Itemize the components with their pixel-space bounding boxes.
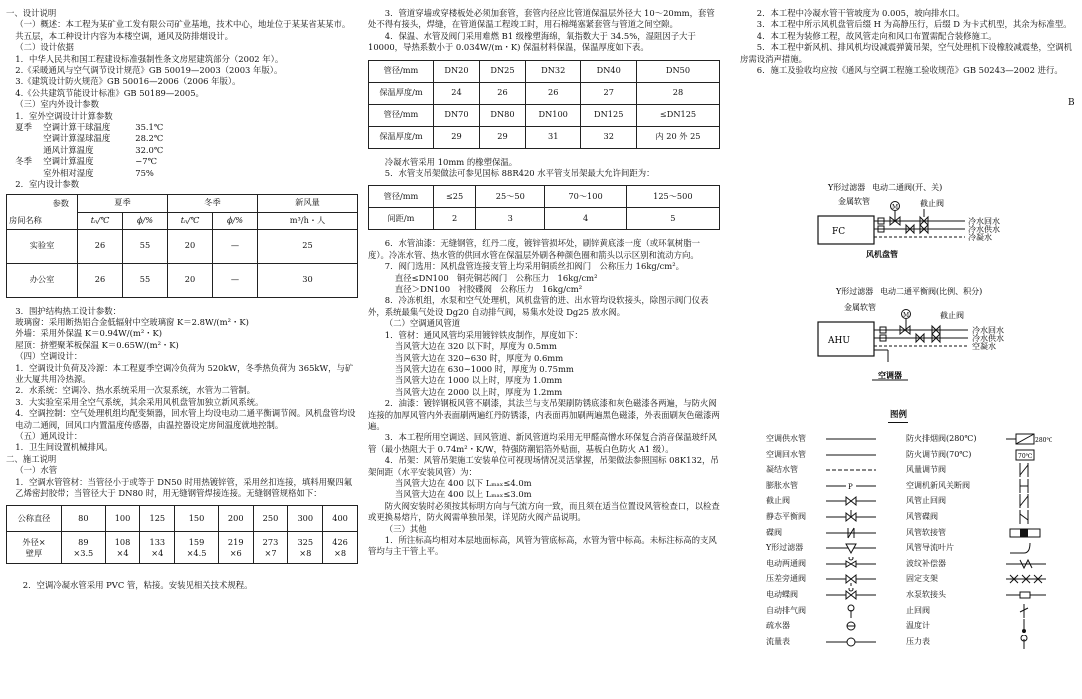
text-line: 1．管材：通风风管均采用镀锌铁皮制作，厚度如下： — [384, 329, 583, 340]
legend-label: 自动排气阀 — [766, 605, 806, 615]
legend-label: 固定支架 — [906, 574, 938, 584]
text-line: 2.《采暖通风与空气调节设计规范》GB 50019—2003（2003 年版）。 — [15, 65, 283, 76]
legend-item — [766, 463, 880, 477]
text-line: 1．空调设计负荷及冷源：本工程夏季空调冷负荷为 520kW，冬季热负荷为 365kW，与矿业大厦共用冷热源。 — [15, 362, 354, 384]
table-cell: 实验室 — [7, 229, 78, 263]
fan-coil-diagram — [740, 180, 1076, 420]
legend-item — [906, 432, 1052, 446]
text-line: （三）室内外设计参数 — [15, 99, 99, 110]
text-line: 防火阀安装时必须按其标明方向与气流方向一致，而且须在适当位置设风管检查口，以检查或更换易熔片，防火阀需单独吊架，详见防火阀产品说明。 — [368, 500, 720, 523]
fc-label-valve: 电动二通阀(开、关) — [872, 183, 943, 192]
legend-item — [766, 557, 880, 571]
legend-symbol-icon — [1006, 619, 1052, 633]
table-cell: DN125 — [581, 104, 637, 126]
legend-symbol-icon — [1006, 432, 1052, 446]
legend-label: 截止阀 — [766, 496, 790, 506]
table-cell: 26 — [479, 82, 525, 104]
ahu-label-valve: 电动二通平衡阀(比例、积分) — [880, 287, 983, 296]
legend-label: 压差旁通阀 — [766, 574, 806, 584]
text-line: 2．油漆：镀锌钢板风管不刷漆，其法兰与支吊架刷防锈底漆和灰色磁漆各两遍，与防火阀连接的加厚风管内外表面刷两遍红丹防锈漆，内表面再加刷两遍黑色磁漆，外表面刷灰色磁漆两遍。 — [368, 398, 720, 431]
th-p1: ϕ/% — [123, 212, 168, 229]
table-cell: 20 — [168, 229, 213, 263]
legend-symbol-icon — [1006, 463, 1052, 477]
legend-symbol-icon — [826, 557, 880, 571]
th-t1: tₙ/℃ — [78, 212, 123, 229]
table-cell: 300 — [288, 506, 323, 532]
legend-symbol-icon — [826, 619, 880, 633]
text-line: 3．本工程所用空调送、回风管道、新风管道均采用无甲醛高憎水环保复合消音保温玻纤风管（最小热阻大于 0.74m²・K/W，特强防潮铝箔外贴面，基板白色防火 A1 级）。 — [368, 432, 717, 454]
column-2 — [368, 8, 720, 558]
legend-label: 风量调节阀 — [906, 465, 946, 475]
legend-symbol-icon — [1006, 510, 1052, 524]
text-line: （三）其他 — [384, 523, 427, 534]
legend-item — [766, 635, 880, 649]
legend-label: 空调回水管 — [766, 449, 806, 459]
fc-out-condensate: 冷凝水 — [968, 233, 992, 242]
table-cell: DN50 — [637, 60, 720, 82]
text-line: （一）水管 — [15, 465, 58, 476]
table-cell: DN80 — [479, 104, 525, 126]
th-p2: ϕ/% — [213, 212, 258, 229]
text-line: 当风管大边在 400 以上 Lₘₐₓ≤3.0m — [394, 489, 532, 500]
th-winter: 冬季 — [168, 194, 258, 212]
table-cell: 24 — [434, 82, 480, 104]
table-cell: 80 — [62, 506, 106, 532]
column-1 — [6, 8, 358, 592]
legend-item — [906, 463, 1052, 477]
legend-title: 图例 — [890, 410, 908, 420]
table-cell: 26 — [78, 263, 123, 297]
legend-item — [906, 526, 1052, 540]
legend-label: 碟阀 — [766, 527, 782, 537]
table-row — [369, 60, 720, 82]
support-span-table — [368, 185, 720, 230]
seamless-pipe-table — [6, 505, 358, 564]
text-line: （四）空调设计： — [15, 351, 83, 362]
legend-item — [906, 448, 1052, 462]
legend-symbol-icon — [826, 432, 880, 446]
legend-title-underline — [888, 422, 908, 423]
text-line: 冷凝水管采用 10mm 的橡塑保温。 — [384, 156, 518, 167]
table-cell: 办公室 — [7, 263, 78, 297]
fc-label-stop: 截止阀 — [920, 199, 944, 208]
outdoor-params — [6, 122, 358, 179]
legend-symbol-icon — [826, 572, 880, 586]
table-cell: — — [213, 229, 258, 263]
fc-out-supply: 冷水供水 — [968, 225, 1000, 234]
table-cell: DN20 — [434, 60, 480, 82]
table-cell: 273 ×7 — [253, 532, 288, 564]
legend-label: 电动两通阀 — [766, 558, 806, 568]
legend-symbol-icon — [1006, 494, 1052, 508]
table-cell: 55 — [123, 263, 168, 297]
table-cell: 133 ×4 — [140, 532, 175, 564]
table-header-cell: 保温厚度/m — [369, 126, 434, 148]
legend-label: 水泵软接头 — [906, 590, 946, 599]
table-cell: 27 — [581, 82, 637, 104]
text-line: 4．空调控制：空气处理机组均配变频器，回水管上均设电动二通平衡调节阀。风机盘管均设电动二通阀，回风口内置温度传感器，由温控器设定房间温度就地控制。 — [15, 408, 356, 430]
table-cell: 29 — [434, 126, 480, 148]
text-line: 当风管大边在 320~630 时，厚度为 0.6mm — [394, 352, 564, 363]
table-cell: ≤DN125 — [637, 104, 720, 126]
text-line: 当风管大边在 2000 以上时，厚度为 1.2mm — [394, 386, 563, 397]
table-cell: 219 ×6 — [218, 532, 253, 564]
table-cell: DN25 — [479, 60, 525, 82]
legend-item — [766, 526, 880, 540]
text-line: 直径≤DN100 铜壳铜芯阀门 公称压力 16kg/cm² — [394, 272, 598, 283]
legend-item — [906, 494, 1052, 508]
text-line: 直径＞DN100 衬胶碟阀 公称压力 16kg/cm² — [394, 284, 583, 295]
table-cell: 426 ×8 — [323, 532, 358, 564]
legend-item — [766, 510, 880, 524]
legend-label: 疏水器 — [766, 621, 790, 631]
text-line: （二）空调通风管道 — [384, 318, 461, 329]
legend-item — [766, 588, 880, 602]
th-room: 房间名称 — [7, 212, 78, 229]
legend-label: 止回阀 — [906, 605, 930, 615]
text-line: （五）通风设计： — [15, 430, 83, 441]
text-line: 二、施工说明 — [6, 453, 57, 464]
legend-item — [766, 494, 880, 508]
text-line: 7．阀门选用：风机盘管连接支管上均采用铜质丝扣阀门 公称压力 16kg/cm²。 — [384, 261, 684, 272]
fc-out-return: 冷水回水 — [968, 217, 1000, 226]
table-row — [7, 229, 358, 263]
table-cell: 3 — [476, 208, 545, 230]
outdoor-param-row: 空调计算湿球温度 28.2℃ — [43, 133, 164, 144]
legend-label: 防火调节阀(70℃) — [906, 449, 972, 459]
legend-label: 空调机新风关断阀 — [906, 480, 970, 490]
text-line: 4．吊架：风管吊架施工安装单位可视现场情况灵活掌握，吊架做法参照国标 08K132，吊架间距（水平安装风管）为： — [368, 455, 719, 477]
design-notes-body — [6, 306, 358, 500]
text-line: 3．管道穿墙或穿楼板处必须加套管，套管内径应比管道保温层外径大 10～20mm，套管处不得有接头，焊缝，在管道保温工程竣工时，用石棉绳塞紧套管与管道之间空隙。 — [368, 8, 715, 30]
legend-symbol-icon — [826, 494, 880, 508]
text-line: 当风管大边在 320 以下时，厚度为 0.5mm — [394, 341, 557, 352]
table-cell: 30 — [258, 263, 358, 297]
text-line: 1．空调水管管材：当管径小于或等于 DN50 时用热镀锌管，采用丝扣连接，填料用聚四氟乙烯密封胶带；当管径大于 DN80 时，用无缝钢管焊接连接。无缝钢管规格如下： — [15, 476, 353, 498]
ahu-label-hose: 金属软管 — [844, 303, 876, 312]
table-row — [369, 208, 720, 230]
text-line: 6．施工及验收均应按《通风与空调工程施工验收规范》GB 50243—2002 进行。 — [756, 65, 1063, 76]
text-line: 5．本工程中新风机、排风机均设减震弹簧吊架，空气处理机下设橡胶减震垫，空调机房需设消声措施。 — [740, 42, 1072, 64]
legend-label: 风管导流叶片 — [906, 543, 954, 553]
legend-label: 压力表 — [906, 636, 930, 646]
table-cell: DN40 — [581, 60, 637, 82]
legend-symbol-icon — [826, 463, 880, 477]
table-cell: — — [213, 263, 258, 297]
table-cell: 325 ×8 — [288, 532, 323, 564]
other-notes — [740, 8, 1076, 76]
table-cell: 28 — [637, 82, 720, 104]
legend-symbol-icon — [1006, 588, 1052, 602]
table-cell: 26 — [78, 229, 123, 263]
table-cell: 20 — [168, 263, 213, 297]
legend-item — [906, 619, 1052, 633]
legend-item — [906, 479, 1052, 493]
text-line: 当风管大边在 400 以下 Lₘₐₓ≤4.0m — [394, 477, 532, 488]
text-line: 玻璃窗：采用断热铝合金低辐射中空玻璃窗 K＝2.8W/(m²・K) — [15, 316, 249, 327]
legend-item — [906, 635, 1052, 649]
legend-label: 静态平衡阀 — [766, 512, 806, 521]
legend-symbol-icon — [1006, 526, 1052, 540]
table-header-cell: 管径/mm — [369, 60, 434, 82]
outdoor-param-row: 冬季 空调计算温度 −7℃ — [15, 156, 157, 167]
text-line: 1．中华人民共和国工程建设标准强制性条文房屋建筑部分（2002 年）。 — [15, 53, 284, 64]
legend-item — [766, 572, 880, 586]
text-line: 1．所注标高均相对本层地面标高，风管为管底标高，水管为管中标高。未标注标高的支风管均与主干管上平。 — [368, 535, 717, 557]
legend-symbol-icon — [826, 588, 880, 602]
th-summer: 夏季 — [78, 194, 168, 212]
th-outer-diameter: 外径× 壁厚 — [7, 532, 62, 564]
text-line: 1．室外空调设计计算参数 — [15, 110, 113, 121]
ahu-out-return: 冷水回水 — [972, 326, 1004, 335]
legend-symbol-icon — [826, 510, 880, 524]
ahu-label-y-filter: Y形过滤器 — [836, 287, 874, 296]
legend — [740, 432, 1076, 662]
legend-item — [766, 541, 880, 555]
text-line: 3．本工程中所示风机盘管后缀 H 为高静压行，后缀 D 为卡式机型，其余为标准型。 — [756, 19, 1072, 30]
design-notes-intro — [6, 8, 358, 122]
table-cell: ≤25 — [434, 186, 476, 208]
text-line: 当风管大边在 630~1000 时，厚度为 0.75mm — [394, 363, 574, 374]
table-cell: DN100 — [525, 104, 581, 126]
text-line: 3．围护结构热工设计参数： — [15, 305, 122, 316]
legend-symbol-icon — [1006, 557, 1052, 571]
ahu-caption: 空调器 — [878, 370, 902, 380]
fc-label-hose: 金属软管 — [838, 197, 870, 206]
legend-item — [906, 510, 1052, 524]
fc-box-label: FC — [832, 227, 846, 237]
legend-symbol-icon — [1006, 635, 1052, 649]
fc-label-y-filter: Y形过滤器 — [828, 183, 866, 192]
text-line: 2．水系统：空调冷、热水系统采用一次泵系统，水管为二管制。 — [15, 385, 256, 396]
legend-label: 凝结水管 — [766, 465, 798, 475]
ahu-box-label: AHU — [828, 336, 850, 346]
table-cell: 5 — [626, 208, 719, 230]
table-cell: DN70 — [434, 104, 480, 126]
legend-label: 温度计 — [906, 621, 930, 631]
indoor-params-title: 2．室内设计参数 — [15, 179, 80, 190]
ahu-label-stop: 截止阀 — [940, 311, 964, 320]
legend-item — [766, 479, 880, 493]
svg-text:280℃: 280℃ — [1035, 437, 1052, 444]
table-cell: 250 — [253, 506, 288, 532]
table-row — [369, 126, 720, 148]
legend-symbol-icon — [826, 526, 880, 540]
table-cell: 4 — [545, 208, 626, 230]
th-unit: m³/h・人 — [258, 212, 358, 229]
table-header-cell: 管径/mm — [369, 186, 434, 208]
legend-item — [766, 604, 880, 618]
legend-label: 空调供水管 — [766, 434, 806, 443]
th-nominal-diameter: 公称直径 — [7, 506, 62, 532]
legend-symbol-icon — [1006, 479, 1052, 493]
table-header-cell: 保温厚度/m — [369, 82, 434, 104]
legend-symbol-icon — [1006, 541, 1052, 555]
table-cell: 89 ×3.5 — [62, 532, 106, 564]
text-line: 当风管大边在 1000 以上时，厚度为 1.0mm — [394, 375, 563, 386]
table-row — [369, 186, 720, 208]
table-header-cell: 间距/m — [369, 208, 434, 230]
table-cell: 125 — [140, 506, 175, 532]
legend-item — [906, 557, 1052, 571]
indoor-params-table — [6, 194, 358, 298]
table-row — [369, 104, 720, 126]
table-cell: 2 — [434, 208, 476, 230]
text-line: 6．水管油漆：无缝钢管，红丹二度，镀锌管损坏处，刷锌黄底漆一度（或环氧树脂一度）。冷冻水管、热水管的供回水管在保温层外刷各种颜色圈和箭头以示区别和流动方向。 — [368, 238, 700, 260]
table-cell: 32 — [581, 126, 637, 148]
th-param: 参数 — [7, 194, 78, 212]
table-cell: 159 ×4.5 — [175, 532, 219, 564]
legend-item — [766, 432, 880, 446]
table-cell: 108 ×4 — [105, 532, 140, 564]
legend-item — [766, 619, 880, 633]
text-line: （二）设计依据 — [15, 42, 74, 53]
table-cell: 25 — [258, 229, 358, 263]
text-line: 一、设计说明 — [6, 8, 57, 18]
svg-text:M: M — [892, 204, 899, 211]
legend-symbol-icon — [1006, 572, 1052, 586]
svg-text:P: P — [848, 482, 853, 491]
text-line: 2．本工程中冷凝水管干管坡度为 0.005，坡向排水口。 — [756, 8, 965, 18]
legend-item — [906, 588, 1052, 602]
text-line: 4．本工程为装修工程，故风管走向和风口布置需配合装修施工。 — [756, 30, 997, 41]
legend-label: 风管软接管 — [906, 527, 946, 537]
legend-item — [906, 604, 1052, 618]
table-cell: 55 — [123, 229, 168, 263]
legend-label: 风管止回阀 — [906, 496, 946, 506]
svg-text:70℃: 70℃ — [1018, 452, 1033, 460]
text-line: 外墙：采用外保温 K＝0.94W/(m²・K) — [15, 328, 163, 339]
table-cell: 26 — [525, 82, 581, 104]
legend-symbol-icon — [826, 541, 880, 555]
th-fresh: 新风量 — [258, 194, 358, 212]
legend-symbol-icon — [1006, 448, 1052, 462]
fc-caption: 风机盘管 — [866, 249, 898, 259]
text-line: 4．保温、水管及阀门采用难燃 B1 级橡塑海绵，氧指数大于 34.5%，湿阻因子大于 10000，导热系数小于 0.034W/(m・K) 保温材料保温，保温厚度如下表。 — [368, 30, 696, 53]
legend-label: 防火排烟阀(280℃) — [906, 434, 977, 443]
pipe-notes — [368, 8, 720, 54]
legend-item — [906, 572, 1052, 586]
outdoor-param-row: 室外相对湿度 75% — [43, 167, 154, 178]
svg-text:M: M — [903, 312, 910, 319]
pvc-note: 2．空调冷凝水管采用 PVC 管，粘接。安装见相关技术规程。 — [22, 580, 253, 591]
legend-symbol-icon — [826, 479, 880, 493]
table-cell: DN32 — [525, 60, 581, 82]
text-line: 8．冷冻机组，水泵和空气处理机，风机盘管的进、出水管均设软接头，除图示阀门仪表外，系统最集气处设 Dg20 自动排气阀，易集水处设 Dg25 放水阀。 — [368, 295, 709, 317]
table-cell: 150 — [175, 506, 219, 532]
support-notes — [368, 157, 720, 180]
text-line: 5．水管支吊架做法可参见国标 88R420 水平管支吊架最大允许间距为： — [384, 168, 655, 179]
legend-label: 风管碟阀 — [906, 512, 938, 521]
text-line: 1．卫生间设置机械排风。 — [15, 442, 113, 453]
margin-mark: B — [1068, 98, 1075, 108]
legend-symbol-icon — [826, 604, 880, 618]
ahu-out-condensate: 空凝水 — [972, 342, 996, 351]
table-cell: 400 — [323, 506, 358, 532]
outdoor-param-row: 通风计算温度 32.0℃ — [43, 144, 164, 155]
text-line: （一）概述：本工程为某矿业工发有限公司矿业基地，技术中心，地址位于某某省某某市。 — [15, 19, 351, 30]
table-cell: 200 — [218, 506, 253, 532]
insulation-table — [368, 60, 720, 149]
table-cell: 25～50 — [476, 186, 545, 208]
legend-item — [766, 448, 880, 462]
table-row — [369, 82, 720, 104]
table-cell: 31 — [525, 126, 581, 148]
column-3 — [740, 8, 1076, 646]
outdoor-param-row: 夏季 空调计算干球温度 35.1℃ — [15, 122, 164, 133]
table-cell: 70～100 — [545, 186, 626, 208]
text-line: 4.《公共建筑节能设计标准》GB 50189—2005。 — [15, 87, 204, 98]
th-t2: tₙ/℃ — [168, 212, 213, 229]
table-cell: 125～500 — [626, 186, 719, 208]
legend-label: 电动蝶阀 — [766, 590, 798, 599]
legend-label: 膨胀水管 — [766, 480, 798, 490]
text-line: 共五层，本工种设计内容为本楼空调，通风及防排烟设计。 — [15, 30, 233, 41]
text-line: 3.《建筑设计防火规范》GB 50016—2006（2006 年版）。 — [15, 76, 241, 87]
construction-notes — [368, 238, 720, 557]
table-row — [7, 263, 358, 297]
table-cell: 100 — [105, 506, 140, 532]
ahu-out-supply: 冷水供水 — [972, 334, 1004, 343]
table-cell: 29 — [479, 126, 525, 148]
legend-symbol-icon — [1006, 604, 1052, 618]
text-line: 屋顶：挤塑聚苯板保温 K＝0.65W/(m²・K) — [15, 339, 179, 350]
table-header-cell: 管径/mm — [369, 104, 434, 126]
legend-label: 波纹补偿器 — [906, 558, 946, 568]
legend-label: 流量表 — [766, 636, 790, 646]
legend-symbol-icon — [826, 635, 880, 649]
legend-label: Y形过滤器 — [766, 543, 804, 553]
legend-symbol-icon — [826, 448, 880, 462]
text-line: 3．大实验室采用全空气系统，其余采用风机盘管加独立新风系统。 — [15, 396, 264, 407]
legend-item — [906, 541, 1052, 555]
fc-box — [818, 216, 874, 244]
table-cell: 内 20 外 25 — [637, 126, 720, 148]
